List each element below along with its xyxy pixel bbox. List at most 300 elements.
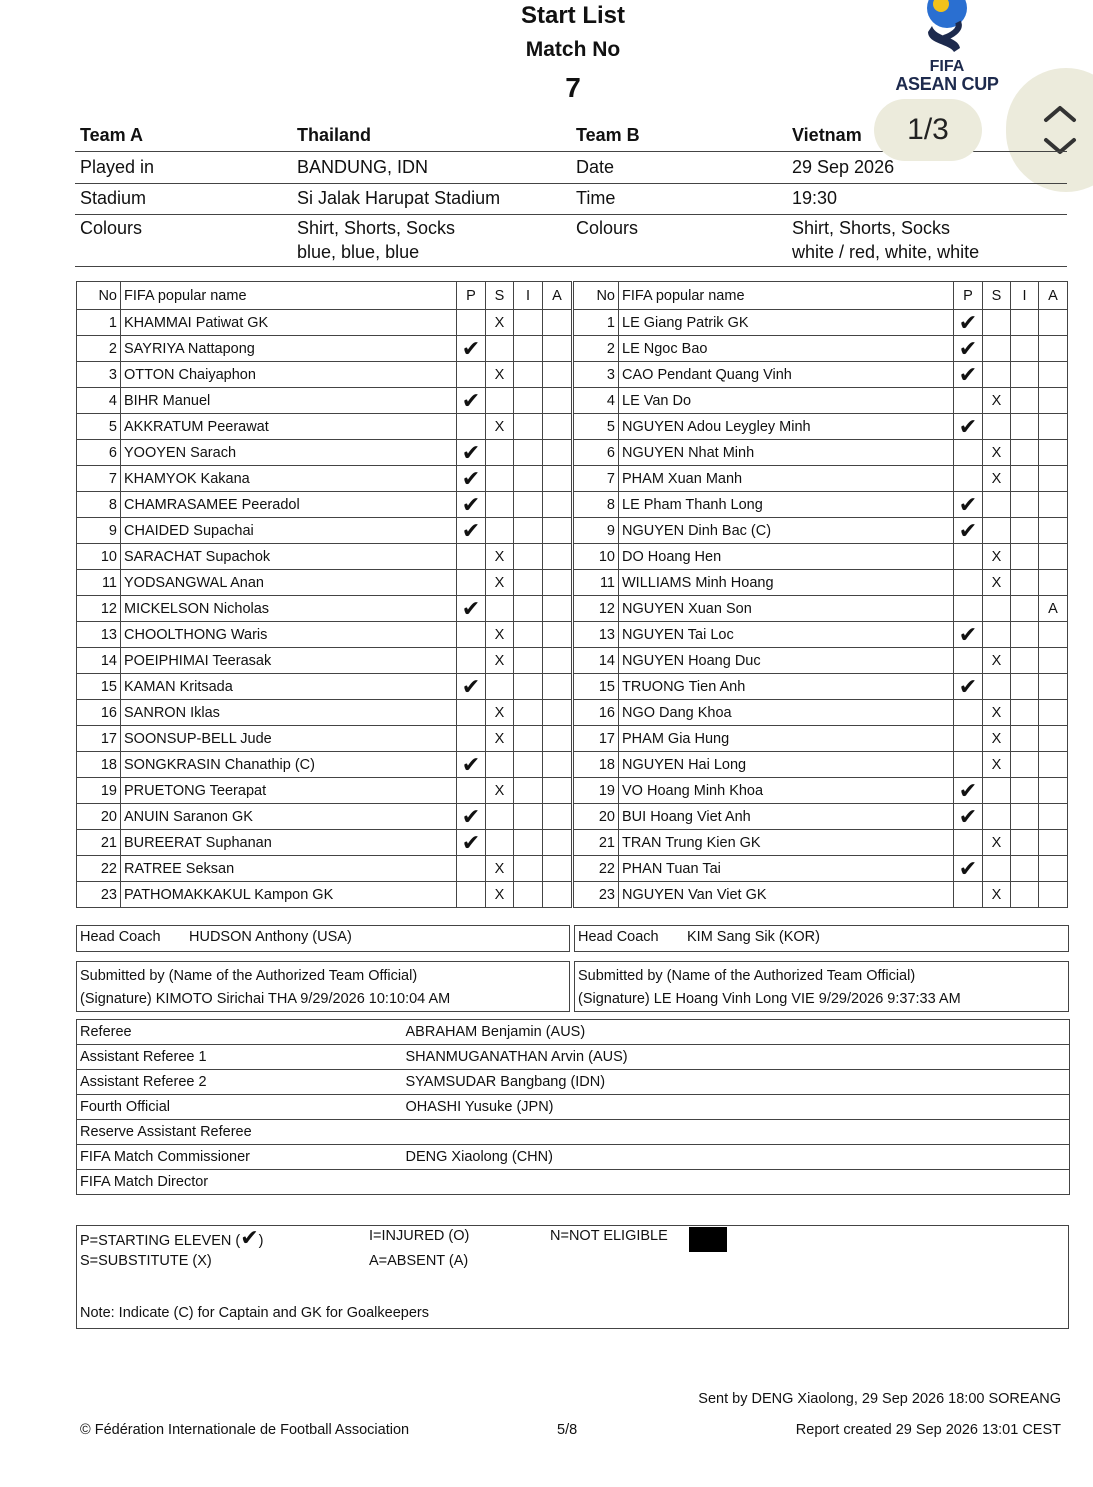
absent-mark: A	[1039, 596, 1068, 622]
team-a-signature: (Signature) KIMOTO Sirichai THA 9/29/2026 10:10:04 AM	[80, 991, 451, 1007]
table-row	[77, 414, 572, 440]
starting-mark	[954, 648, 983, 674]
col-header-i: I	[514, 282, 543, 310]
player-name: NGUYEN Nhat Minh	[619, 440, 954, 466]
table-row	[574, 726, 1068, 752]
player-number: 10	[77, 544, 121, 570]
table-row	[77, 336, 572, 362]
substitute-mark	[486, 804, 514, 830]
table-row	[77, 518, 572, 544]
starting-mark	[457, 544, 486, 570]
absent-mark	[1039, 362, 1068, 388]
absent-mark	[543, 440, 572, 466]
sent-by-text: Sent by DENG Xiaolong, 29 Sep 2026 18:00 SOREANG	[698, 1391, 1061, 1407]
table-row	[574, 310, 1068, 336]
player-name: ANUIN Saranon GK	[121, 804, 457, 830]
injured-mark	[514, 310, 543, 336]
starting-mark: ✔	[457, 388, 486, 414]
absent-mark	[1039, 804, 1068, 830]
team-a-head-coach-name: HUDSON Anthony (USA)	[189, 929, 352, 945]
absent-mark	[1039, 830, 1068, 856]
table-row	[574, 362, 1068, 388]
substitute-mark: X	[983, 882, 1011, 908]
team-b-submitted-box	[574, 961, 1069, 1012]
played-in-value: BANDUNG, IDN	[297, 157, 429, 177]
absent-mark	[543, 778, 572, 804]
player-name: LE Giang Patrik GK	[619, 310, 954, 336]
player-number: 7	[77, 466, 121, 492]
injured-mark	[514, 622, 543, 648]
starting-mark	[954, 440, 983, 466]
injured-mark	[1011, 414, 1039, 440]
player-name: PHAN Tuan Tai	[619, 856, 954, 882]
table-row	[77, 362, 572, 388]
player-name: CHAMRASAMEE Peeradol	[121, 492, 457, 518]
player-name: SARACHAT Supachok	[121, 544, 457, 570]
player-number: 19	[77, 778, 121, 804]
absent-mark	[543, 882, 572, 908]
absent-mark	[1039, 518, 1068, 544]
official-name: SHANMUGANATHAN Arvin (AUS)	[403, 1045, 1070, 1070]
substitute-mark	[983, 856, 1011, 882]
table-row	[77, 596, 572, 622]
player-name: PRUETONG Teerapat	[121, 778, 457, 804]
table-header-row	[77, 282, 572, 310]
starting-mark: ✔	[457, 336, 486, 362]
player-number: 21	[77, 830, 121, 856]
divider	[75, 266, 1067, 267]
team-b-roster-table	[573, 281, 1068, 908]
player-number: 6	[574, 440, 619, 466]
player-name: SAYRIYA Nattapong	[121, 336, 457, 362]
col-header-s: S	[983, 282, 1011, 310]
official-name	[403, 1170, 1070, 1195]
player-name: TRUONG Tien Anh	[619, 674, 954, 700]
injured-mark	[1011, 674, 1039, 700]
player-number: 22	[574, 856, 619, 882]
absent-mark	[1039, 544, 1068, 570]
starting-mark: ✔	[954, 856, 983, 882]
starting-mark: ✔	[954, 336, 983, 362]
team-a-name: Thailand	[297, 125, 372, 145]
starting-mark	[954, 726, 983, 752]
starting-mark: ✔	[457, 466, 486, 492]
official-name: OHASHI Yusuke (JPN)	[403, 1095, 1070, 1120]
logo-text-line2: ASEAN CUP	[895, 74, 999, 94]
starting-mark: ✔	[954, 414, 983, 440]
injured-mark	[1011, 518, 1039, 544]
injured-mark	[514, 440, 543, 466]
chevron-up-down-icon[interactable]	[1040, 102, 1080, 158]
player-number: 16	[574, 700, 619, 726]
starting-mark: ✔	[457, 830, 486, 856]
substitute-mark	[983, 622, 1011, 648]
substitute-mark	[486, 518, 514, 544]
injured-mark	[1011, 856, 1039, 882]
team-b-label: Team B	[576, 125, 640, 145]
team-b-colours-line1: Shirt, Shorts, Socks	[792, 218, 951, 238]
team-b-signature: (Signature) LE Hoang Vinh Long VIE 9/29/2026 9:37:33 AM	[578, 991, 961, 1007]
substitute-mark: X	[983, 466, 1011, 492]
table-row	[77, 700, 572, 726]
played-in-label: Played in	[80, 157, 155, 177]
absent-mark	[1039, 570, 1068, 596]
table-row	[77, 752, 572, 778]
table-row	[574, 752, 1068, 778]
absent-mark	[543, 804, 572, 830]
absent-mark	[1039, 778, 1068, 804]
injured-mark	[1011, 492, 1039, 518]
absent-mark	[543, 336, 572, 362]
table-row	[77, 648, 572, 674]
injured-mark	[514, 856, 543, 882]
substitute-mark	[486, 388, 514, 414]
absent-mark	[1039, 674, 1068, 700]
player-name: LE Ngoc Bao	[619, 336, 954, 362]
player-name: KAMAN Kritsada	[121, 674, 457, 700]
player-name: WILLIAMS Minh Hoang	[619, 570, 954, 596]
player-number: 13	[77, 622, 121, 648]
substitute-mark	[983, 804, 1011, 830]
substitute-mark: X	[983, 830, 1011, 856]
starting-mark	[954, 388, 983, 414]
substitute-mark	[486, 830, 514, 856]
injured-mark	[514, 882, 543, 908]
starting-mark: ✔	[457, 518, 486, 544]
substitute-mark	[486, 752, 514, 778]
substitute-mark: X	[983, 700, 1011, 726]
team-b-head-coach-name: KIM Sang Sik (KOR)	[687, 929, 820, 945]
team-a-head-coach-box	[76, 925, 570, 952]
starting-mark: ✔	[457, 674, 486, 700]
player-number: 23	[574, 882, 619, 908]
absent-mark	[1039, 700, 1068, 726]
substitute-mark: X	[486, 362, 514, 388]
absent-mark	[543, 726, 572, 752]
absent-mark	[1039, 648, 1068, 674]
col-header-a: A	[1039, 282, 1068, 310]
table-row	[77, 622, 572, 648]
match-officials-table	[76, 1019, 1070, 1195]
player-number: 5	[574, 414, 619, 440]
player-name: YOOYEN Sarach	[121, 440, 457, 466]
absent-mark	[543, 752, 572, 778]
player-number: 2	[77, 336, 121, 362]
injured-mark	[514, 492, 543, 518]
absent-mark	[1039, 310, 1068, 336]
col-header-name: FIFA popular name	[121, 282, 457, 310]
table-row	[574, 856, 1068, 882]
official-name	[403, 1120, 1070, 1145]
starting-mark: ✔	[457, 752, 486, 778]
col-header-p: P	[457, 282, 486, 310]
injured-mark	[514, 778, 543, 804]
legend-starting: P=STARTING ELEVEN (✔)	[80, 1225, 264, 1250]
absent-mark	[543, 492, 572, 518]
injured-mark	[514, 674, 543, 700]
checkmark-icon: ✔	[240, 1225, 259, 1250]
player-number: 18	[77, 752, 121, 778]
substitute-mark	[983, 596, 1011, 622]
player-number: 22	[77, 856, 121, 882]
divider	[75, 214, 1067, 215]
substitute-mark: X	[486, 856, 514, 882]
table-row	[77, 882, 572, 908]
team-a-roster-table	[76, 281, 572, 908]
player-name: NGUYEN Van Viet GK	[619, 882, 954, 908]
substitute-mark: X	[486, 778, 514, 804]
legend-box	[76, 1225, 1069, 1329]
table-row	[574, 648, 1068, 674]
player-name: NGUYEN Hai Long	[619, 752, 954, 778]
injured-mark	[1011, 726, 1039, 752]
injured-mark	[1011, 544, 1039, 570]
player-number: 12	[77, 596, 121, 622]
absent-mark	[543, 596, 572, 622]
absent-mark	[543, 518, 572, 544]
injured-mark	[514, 414, 543, 440]
player-number: 11	[574, 570, 619, 596]
starting-mark: ✔	[954, 518, 983, 544]
time-label: Time	[576, 188, 616, 208]
substitute-mark: X	[983, 388, 1011, 414]
starting-mark	[954, 752, 983, 778]
starting-mark	[457, 362, 486, 388]
table-row	[574, 700, 1068, 726]
legend-injured: I=INJURED (O)	[369, 1228, 470, 1244]
player-number: 1	[574, 310, 619, 336]
player-name: TRAN Trung Kien GK	[619, 830, 954, 856]
player-name: CAO Pendant Quang Vinh	[619, 362, 954, 388]
injured-mark	[514, 336, 543, 362]
table-row	[574, 518, 1068, 544]
substitute-mark: X	[486, 882, 514, 908]
injured-mark	[1011, 596, 1039, 622]
starting-mark	[954, 570, 983, 596]
table-row	[574, 544, 1068, 570]
team-b-colours-line2: white / red, white, white	[792, 242, 980, 262]
fifa-asean-cup-logo	[892, 0, 1002, 96]
substitute-mark: X	[983, 648, 1011, 674]
player-name: CHOOLTHONG Waris	[121, 622, 457, 648]
player-number: 9	[77, 518, 121, 544]
stadium-value: Si Jalak Harupat Stadium	[297, 188, 501, 208]
absent-mark	[543, 700, 572, 726]
official-row	[77, 1170, 1070, 1195]
player-number: 8	[77, 492, 121, 518]
starting-mark: ✔	[457, 492, 486, 518]
starting-mark	[954, 466, 983, 492]
date-value: 29 Sep 2026	[792, 157, 895, 177]
injured-mark	[514, 544, 543, 570]
player-name: NGUYEN Tai Loc	[619, 622, 954, 648]
player-number: 15	[77, 674, 121, 700]
starting-mark: ✔	[954, 362, 983, 388]
substitute-mark: X	[486, 414, 514, 440]
player-number: 13	[574, 622, 619, 648]
player-name: PATHOMAKKAKUL Kampon GK	[121, 882, 457, 908]
starting-mark	[954, 544, 983, 570]
absent-mark	[543, 674, 572, 700]
col-header-p: P	[954, 282, 983, 310]
starting-mark	[457, 570, 486, 596]
col-header-no: No	[574, 282, 619, 310]
injured-mark	[514, 596, 543, 622]
injured-mark	[1011, 700, 1039, 726]
table-row	[77, 466, 572, 492]
substitute-mark	[983, 674, 1011, 700]
legend-note: Note: Indicate (C) for Captain and GK for Goalkeepers	[80, 1305, 429, 1321]
injured-mark	[514, 362, 543, 388]
absent-mark	[1039, 622, 1068, 648]
page-indicator: 1/3	[874, 99, 982, 161]
player-number: 4	[574, 388, 619, 414]
starting-mark: ✔	[954, 622, 983, 648]
table-row	[77, 440, 572, 466]
substitute-mark: X	[486, 570, 514, 596]
player-number: 16	[77, 700, 121, 726]
substitute-mark	[983, 492, 1011, 518]
substitute-mark: X	[486, 544, 514, 570]
injured-mark	[1011, 830, 1039, 856]
submitted-label: Submitted by (Name of the Authorized Team Official)	[578, 968, 916, 984]
player-name: NGO Dang Khoa	[619, 700, 954, 726]
injured-mark	[514, 830, 543, 856]
absent-mark	[543, 362, 572, 388]
table-row	[574, 830, 1068, 856]
injured-mark	[1011, 336, 1039, 362]
player-number: 20	[574, 804, 619, 830]
starting-mark	[457, 648, 486, 674]
absent-mark	[1039, 466, 1068, 492]
official-role: Referee	[77, 1020, 403, 1045]
table-row	[77, 778, 572, 804]
absent-mark	[1039, 440, 1068, 466]
substitute-mark	[486, 466, 514, 492]
table-row	[574, 570, 1068, 596]
injured-mark	[1011, 440, 1039, 466]
legend-absent: A=ABSENT (A)	[369, 1253, 469, 1269]
starting-mark	[954, 830, 983, 856]
starting-mark: ✔	[457, 440, 486, 466]
col-header-s: S	[486, 282, 514, 310]
table-row	[574, 466, 1068, 492]
absent-mark	[543, 310, 572, 336]
official-name: SYAMSUDAR Bangbang (IDN)	[403, 1070, 1070, 1095]
player-name: NGUYEN Dinh Bac (C)	[619, 518, 954, 544]
player-name: MICKELSON Nicholas	[121, 596, 457, 622]
official-row	[77, 1020, 1070, 1045]
official-role: Assistant Referee 2	[77, 1070, 403, 1095]
injured-mark	[514, 700, 543, 726]
substitute-mark	[983, 414, 1011, 440]
substitute-mark: X	[486, 622, 514, 648]
injured-mark	[514, 518, 543, 544]
absent-mark	[543, 830, 572, 856]
official-name: ABRAHAM Benjamin (AUS)	[403, 1020, 1070, 1045]
official-role: Fourth Official	[77, 1095, 403, 1120]
substitute-mark: X	[983, 570, 1011, 596]
starting-mark	[954, 700, 983, 726]
table-row	[574, 414, 1068, 440]
absent-mark	[543, 414, 572, 440]
injured-mark	[514, 466, 543, 492]
official-role: Reserve Assistant Referee	[77, 1120, 403, 1145]
submitted-label: Submitted by (Name of the Authorized Team Official)	[80, 968, 418, 984]
col-header-no: No	[77, 282, 121, 310]
table-row	[574, 622, 1068, 648]
injured-mark	[1011, 466, 1039, 492]
starting-mark: ✔	[954, 674, 983, 700]
player-number: 9	[574, 518, 619, 544]
player-name: KHAMYOK Kakana	[121, 466, 457, 492]
player-name: RATREE Seksan	[121, 856, 457, 882]
substitute-mark: X	[486, 648, 514, 674]
team-a-colours-label: Colours	[80, 218, 143, 238]
official-role: FIFA Match Commissioner	[77, 1145, 403, 1170]
substitute-mark	[983, 336, 1011, 362]
player-number: 7	[574, 466, 619, 492]
table-row	[77, 310, 572, 336]
player-number: 23	[77, 882, 121, 908]
official-role: Assistant Referee 1	[77, 1045, 403, 1070]
absent-mark	[1039, 388, 1068, 414]
team-b-head-coach-box	[574, 925, 1069, 952]
player-name: CHAIDED Supachai	[121, 518, 457, 544]
substitute-mark	[983, 362, 1011, 388]
table-row	[77, 804, 572, 830]
table-row	[77, 492, 572, 518]
player-name: POEIPHIMAI Teerasak	[121, 648, 457, 674]
official-row	[77, 1045, 1070, 1070]
player-name: PHAM Gia Hung	[619, 726, 954, 752]
divider	[75, 183, 1067, 184]
player-number: 14	[77, 648, 121, 674]
col-header-a: A	[543, 282, 572, 310]
table-header-row	[574, 282, 1068, 310]
injured-mark	[514, 804, 543, 830]
substitute-mark: X	[486, 700, 514, 726]
absent-mark	[1039, 726, 1068, 752]
injured-mark	[1011, 362, 1039, 388]
substitute-mark: X	[983, 544, 1011, 570]
injured-mark	[1011, 752, 1039, 778]
starting-mark	[457, 700, 486, 726]
player-number: 20	[77, 804, 121, 830]
absent-mark	[1039, 752, 1068, 778]
player-name: KHAMMAI Patiwat GK	[121, 310, 457, 336]
player-name: SANRON Iklas	[121, 700, 457, 726]
substitute-mark	[983, 778, 1011, 804]
table-row	[574, 596, 1068, 622]
substitute-mark	[486, 492, 514, 518]
player-name: YODSANGWAL Anan	[121, 570, 457, 596]
injured-mark	[514, 726, 543, 752]
injured-mark	[1011, 648, 1039, 674]
report-created-text: Report created 29 Sep 2026 13:01 CEST	[795, 1422, 1061, 1438]
team-a-label: Team A	[80, 125, 144, 145]
player-number: 19	[574, 778, 619, 804]
stadium-label: Stadium	[80, 188, 147, 208]
official-row	[77, 1070, 1070, 1095]
starting-mark	[954, 596, 983, 622]
table-row	[574, 778, 1068, 804]
player-number: 21	[574, 830, 619, 856]
substitute-mark: X	[983, 726, 1011, 752]
player-number: 17	[574, 726, 619, 752]
starting-mark	[954, 882, 983, 908]
player-number: 3	[574, 362, 619, 388]
